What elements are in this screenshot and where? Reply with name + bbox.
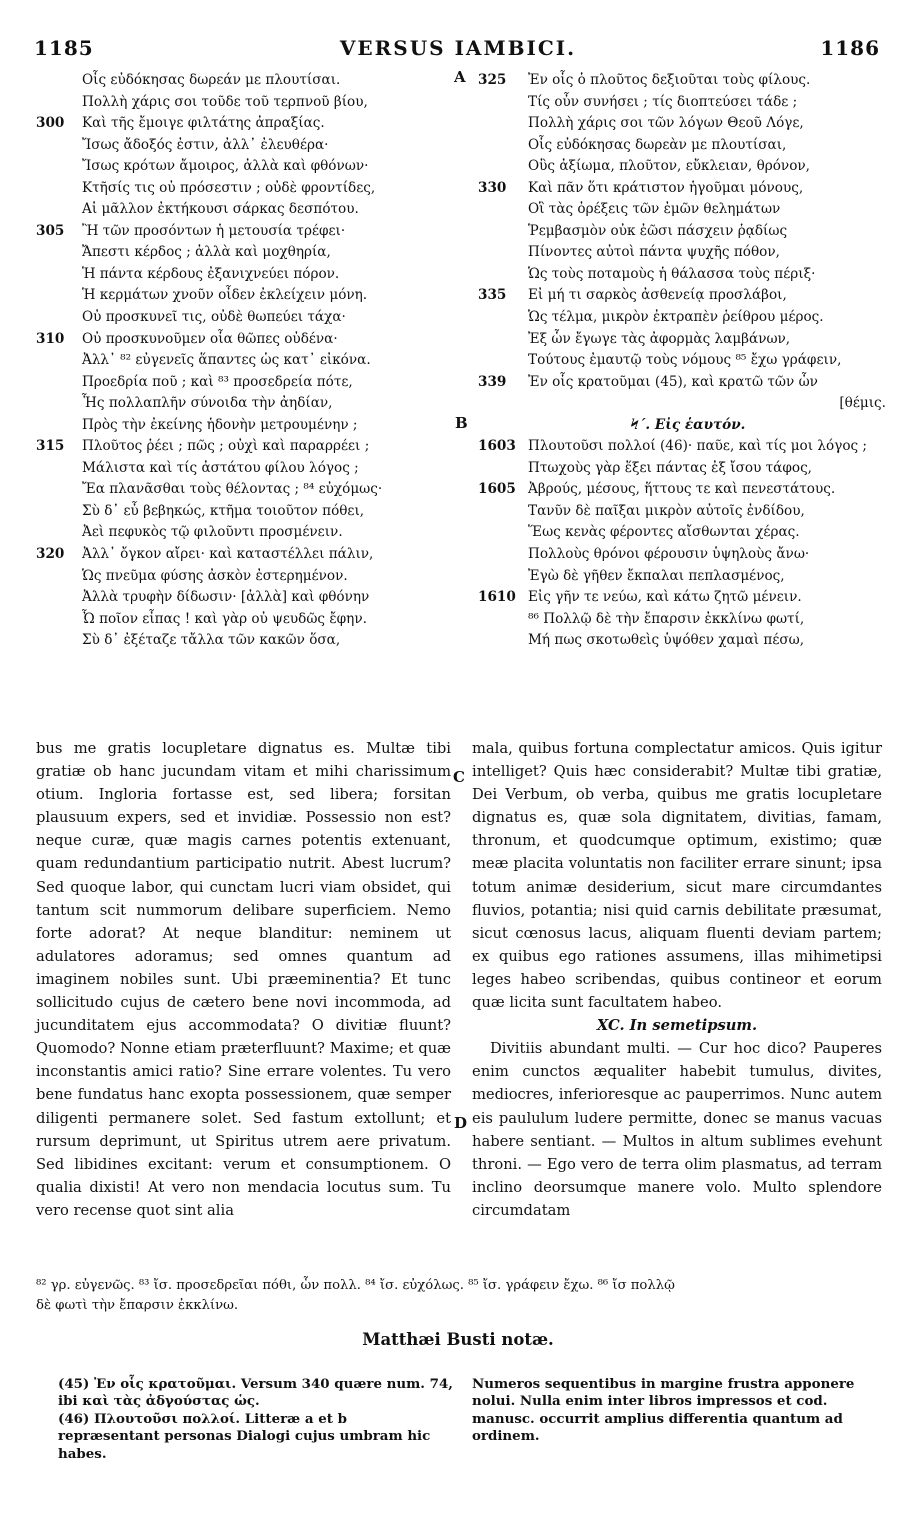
notes-column-left [58,1376,453,1463]
verse-line [478,458,898,480]
verse-number: 320 [36,546,65,563]
verse-number: 325 [478,72,507,88]
verse-line [36,393,436,415]
verse-number: 310 [36,330,65,347]
running-title: VERSUS IAMBICI. [339,36,577,60]
verse-text: Τανῦν δὲ παῖξαι μικρὸν αὐτοῖς ἐνδίδου, [528,502,805,519]
verse-text: Ἢ τῶν προσόντων ἡ μετουσία τρέφει· [82,222,346,239]
verse-line [478,285,898,307]
verse-text: Ἕως κενὰς φέροντες αἴσθωνται χέρας. [528,524,800,541]
critical-footnotes [36,1276,882,1316]
verse-line [478,436,898,458]
verse-text: Πρὸς τὴν ἐκείνης ἡδονὴν μετρουμένην ; [82,416,358,433]
verse-line [36,307,436,329]
verse-line [478,329,898,351]
footnote-line: δὲ φωτὶ τὴν ἔπαρσιν ἐκκλίνω. [36,1298,239,1313]
latin-paragraph: mala, quibus fortuna complectatur amicos. Quis igitur intelliget? Quis hæc considerabit? Multæ tibi gratiæ, Dei Verbum, ob verba, quibus me gratis locupletare dignatus es, quæ sola dignitatem, divitias, famam, thronum, et quodcumque optimum, existimo; quæ meæ placita voluntatis non faciliter errare sinunt; ipsa totum animæ desiderium, sicut mare circumdantes fluvios, potantia; nisi quid carnis debilitate præsumat, sicut cœnosus lacus, aliquam fluenti deviam partem; ex quibus ego rationes assumens, illas mihimetipsi leges habeo scribendas, quibus contineor et eorum quæ licita sunt facultatem habeo. [472,740,882,1012]
margin-letter-d: D [454,1114,468,1132]
verse-line [36,285,436,307]
verse-text: Ῥεμβασμὸν οὐκ ἐῶσι πάσχειν ῥᾳδίως [528,222,788,239]
verse-text: Ἀεὶ πεφυκὸς τῷ φιλοῦντι προσμένειν. [82,524,343,541]
verse-line [478,156,898,178]
verse-text: Κτῆσίς τις οὐ πρόσεστιν ; οὐδὲ φροντίδες, [82,179,376,196]
verse-text: Προεδρία ποῦ ; καὶ ⁸³ προσεδρεία πότε, [82,373,353,390]
verse-line [36,113,436,135]
verse-number: 315 [36,438,65,455]
verse-text: Ἀλλὰ τρυφὴν δίδωσιν· [ἀλλὰ] καὶ φθόνην [82,589,370,606]
note-paragraph: Numeros sequentibus in margine frustra apponere nolui. Nulla enim inter libros impressos et cod. manusc. occurrit amplius differentia quantum ad ordinem. [472,1376,855,1445]
verse-line [478,501,898,523]
verse-line [478,264,898,286]
verse-line [36,479,436,501]
verse-text: Οὐ προσκυνοῦμεν οἷα θῶπες οὐδένα· [82,330,338,347]
greek-verse-column-right [478,70,898,652]
note-paragraph: (46) Πλουτοῦσι πολλοί. Litteræ a et b repræsentant personas Dialogi cujus umbram hic habes. [58,1410,431,1462]
verse-text: Πολλὴ χάρις σοι τῶν λόγων Θεοῦ Λόγε, [528,115,804,132]
verse-number: 330 [478,179,507,196]
verse-line [36,221,436,243]
verse-line [478,199,898,221]
margin-letter-a: A [454,68,466,86]
verse-text: Οὐ προσκυνεῖ τις, οὐδὲ θωπεύει τάχα· [82,309,346,326]
verse-text: Τίς οὖν συνήσει ; τίς διοπτεύσει τάδε ; [528,93,798,110]
verse-text: Ἴσως κρότων ἄμοιρος, ἀλλὰ καὶ φθόνων· [82,158,369,175]
verse-text: Οὓς ἀξίωμα, πλοῦτον, εὔκλειαν, θρόνον, [528,158,810,175]
verse-text: Ὦ ποῖον εἶπας ! καὶ γὰρ οὐ ψευδῶς ἔφην. [82,610,367,627]
verse-text: Αἱ μᾶλλον ἐκτήκουσι σάρκας δεσπότου. [82,201,359,218]
verse-line [36,350,436,372]
verse-line [36,329,436,351]
verse-text: Ἔα πλανᾶσθαι τοὺς θέλοντας ; ⁸⁴ εὐχόμως· [82,481,383,498]
verse-line [36,178,436,200]
verse-line [478,242,898,264]
verse-line [478,221,898,243]
verse-text: Ἡ πάντα κέρδους ἐξανιχνεύει πόρον. [82,265,340,282]
latin-translation-right [472,737,882,1222]
verse-text: Ἐγὼ δὲ γῆθεν ἔκπαλαι πεπλασμένος, [528,567,785,584]
verse-text: Τούτους ἐμαυτῷ τοὺς νόμους ⁸⁵ ἔχω γράφειν, [528,352,842,369]
margin-letter-c: C [453,768,465,786]
verse-line [478,92,898,114]
verse-line [36,92,436,114]
verse-line [36,458,436,480]
greek-verse-column-left [36,70,436,652]
verse-line [36,242,436,264]
verse-text: Ἐν οἷς κρατοῦμαι (45), καὶ κρατῶ τῶν ὧν [528,373,818,390]
verse-line [36,264,436,286]
verse-text: Ἄπεστι κέρδος ; ἀλλὰ καὶ μοχθηρία, [82,244,331,261]
verse-line [478,135,898,157]
verse-line [36,544,436,566]
verse-text: ⁸⁶ Πολλῷ δὲ τὴν ἔπαρσιν ἐκκλίνω φωτί, [528,610,805,627]
verse-line [36,70,436,92]
verse-text: Ὡς τοὺς ποταμοὺς ἡ θάλασσα τοὺς πέριξ· [528,265,816,282]
verse-text: Καὶ τῆς ἔμοιγε φιλτάτης ἀπραξίας. [82,115,325,132]
verse-text: Ἡ κερμάτων χνοῦν οἶδεν ἐκλείχειν μόνη. [82,287,368,304]
latin-translation-left [36,737,451,1222]
latin-paragraph: Divitiis abundant multi. — Cur hoc dico? Pauperes enim cunctos æqualiter habebit tumulus, divites, mediocres, inferioresque ac pauperrimos. Nunc autem eis paululum ludere permitte, donec se manus vacuas habere sentiant. — Multos in altum sublimes evehunt throni. — Ego vero de terra olim plasmatus, ad terram inclino deorsumque manere volo. Multo splendore circumdatam [472,1040,882,1219]
verse-text: Ἐξ ὧν ἔγωγε τὰς ἀφορμὰς λαμβάνων, [528,330,791,347]
verse-line [478,178,898,200]
verse-line [36,630,436,652]
verse-text: Πίνοντες αὐτοὶ πάντα ψυχῆς πόθον, [528,244,780,261]
verse-text: Εἰ μή τι σαρκὸς ἀσθενείᾳ προσλάβοι, [528,287,787,304]
verse-text: Σὺ δ᾿ εὖ βεβηκώς, κτῆμα τοιοῦτον πόθει, [82,502,365,519]
latin-paragraph: bus me gratis locupletare dignatus es. Multæ tibi gratiæ ob hanc jucundam vitam et mihi charissimum otium. Ingloria fortasse est, sed libera; forsitan plausuum expers, sed et invidiæ. Possessio non est? neque curæ, quæ magis carnes potentis extenuant, quam redundantium participatio nutrit. Abest lucrum? Sed quoque labor, qui cunctam lucri viam obsidet, qui tantum scit nummorum delibare superficiem. Nemo forte adorat? At neque blanditur: neminem ut adulatores adoramus; sed omnes quantum ad imaginem nobiles sunt. Ubi præeminentia? Et tunc sollicitudo cujus de cætero bene novi incommoda, ad jucunditatem ejus accommodata? O divitiæ fluunt? Quomodo? Nonne etiam præterfluunt? Maxime; et quæ inconstantis amici ratio? Sine errare volentes. Tu vero bene fundatus hanc exopta possessionem, quæ semper diligenti permanere solet. Sed fastum extollunt; et rursum deprimunt, ut Spiritus utrem aere privatum. Sed libidines excitant: verum et consumptionem. O qualia dixisti! At vero non mendacia locutus sum. Tu vero recense quot sint alia [36,740,451,1219]
verse-line [478,609,898,631]
verse-line [36,156,436,178]
verse-number: 305 [36,222,65,239]
verse-text: Οἷς εὐδόκησας δωρεὰν με πλουτίσαι, [528,136,787,153]
verse-text: Μάλιστα καὶ τίς ἀστάτου φίλου λόγος ; [82,459,359,476]
verse-line [36,135,436,157]
verse-number: 339 [478,373,507,390]
verse-text: Πτωχοὺς γὰρ ἕξει πάντας ἐξ ἴσου τάφος, [528,459,813,476]
page-number-right: 1186 [820,36,880,60]
section-heading: XC. In semetipsum. [596,1017,758,1035]
page-number-left: 1185 [34,36,94,60]
verse-text: Οἷς εὐδόκησας δωρεάν με πλουτίσαι. [82,72,341,88]
page-header [0,0,916,60]
verse-text: Μή πως σκοτωθεὶς ὑψόθεν χαμαὶ πέσω, [528,632,805,649]
verse-line [36,609,436,631]
note-paragraph: (45) Ἐν οἷς κρατοῦμαι. Versum 340 quære num. 74, ibi καὶ τὰς ἀδγούστας ὡς. [58,1376,453,1410]
verse-line [478,372,898,394]
verse-line [478,566,898,588]
verse-line [478,630,898,652]
verse-text: Πλουτοῦσι πολλοί (46)· παῦε, καὶ τίς μοι λόγος ; [528,438,868,455]
verse-number: 300 [36,115,65,132]
verse-text: Ἐν οἷς ὁ πλοῦτος δεξιοῦται τοὺς φίλους. [528,72,811,88]
verse-line [478,70,898,92]
verse-text: Ὡς πνεῦμα φύσης ἀσκὸν ἐστερημένον. [82,567,348,584]
verse-text: Ὡς τέλμα, μικρὸν ἐκτραπὲν ῥείθρου μέρος. [528,309,824,326]
verse-number: 1605 [478,481,516,498]
verse-text: Ἀλλ᾿ ⁸² εὐγενεῖς ἅπαντες ὡς κατ᾿ εἰκόνα. [82,352,371,369]
verse-line [36,501,436,523]
section-heading [478,415,898,437]
verse-number: 335 [478,287,507,304]
verse-text: Ἀβρούς, μέσους, ἥττους τε καὶ πενεστάτους. [528,481,836,498]
verse-line [478,393,898,415]
verse-line [36,587,436,609]
verse-text: Ϟ΄. Εἰς ἑαυτόν. [630,416,746,433]
verse-line [478,587,898,609]
verse-text: [θέμις. [839,395,886,412]
verse-text: Καὶ πᾶν ὅτι κράτιστον ἡγοῦμαι μόνους, [528,179,804,196]
verse-line [478,544,898,566]
margin-letter-b: B [455,414,468,432]
verse-line [478,350,898,372]
verse-text: Ἧς πολλαπλῆν σύνοιδα τὴν ἀηδίαν, [82,395,333,412]
verse-text: Πολλὴ χάρις σοι τοῦδε τοῦ τερπνοῦ βίου, [82,93,368,110]
verse-line [478,522,898,544]
verse-text: Πλοῦτος ῥέει ; πῶς ; οὐχὶ καὶ παραρρέει ; [82,438,370,455]
verse-line [36,415,436,437]
verse-number: 1603 [478,438,516,455]
verse-text: Σὺ δ᾿ ἐξέταζε τἄλλα τῶν κακῶν ὅσα, [82,632,341,649]
verse-line [36,566,436,588]
notes-title: Matthæi Busti notæ. [362,1330,554,1349]
verse-line [36,372,436,394]
verse-line [478,479,898,501]
verse-text: Ἴσως ἄδοξός ἐστιν, ἀλλ᾿ ἐλευθέρα· [82,136,329,153]
verse-line [36,199,436,221]
verse-text: Ἀλλ᾿ ὄγκον αἴρει· καὶ καταστέλλει πάλιν, [82,546,374,563]
verse-line [478,113,898,135]
footnote-line: ⁸² γρ. εὐγενῶς. ⁸³ ἴσ. προσεδρεῖαι πόθι, ὧν πολλ. ⁸⁴ ἴσ. εὐχόλως. ⁸⁵ ἴσ. γράφειν ἔχω. ⁸⁶ ἴσ πολλῷ [36,1278,675,1293]
verse-text: Πολλοὺς θρόνοι φέρουσιν ὑψηλοὺς ἄνω· [528,546,810,563]
verse-line [36,522,436,544]
verse-line [478,307,898,329]
verse-line [36,436,436,458]
verse-text: Οἳ τὰς ὀρέξεις τῶν ἐμῶν θελημάτων [528,201,781,218]
notes-column-right [472,1376,882,1446]
verse-text: Εἰς γῆν τε νεύω, καὶ κάτω ζητῶ μένειν. [528,589,802,606]
verse-number: 1610 [478,589,516,606]
